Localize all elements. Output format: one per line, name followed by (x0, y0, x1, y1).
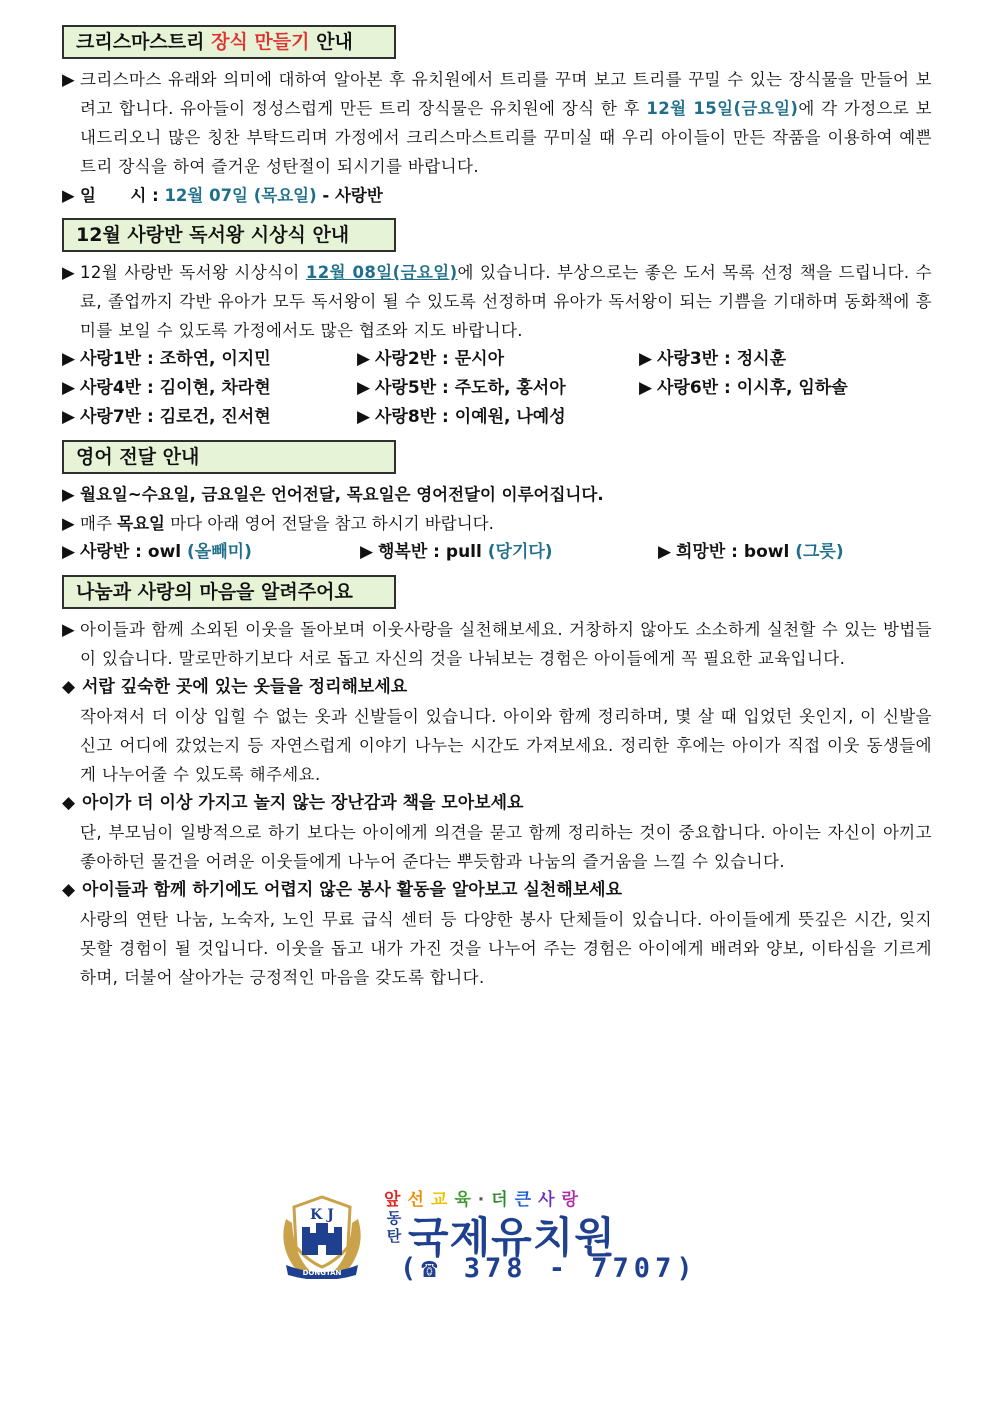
award-list (62, 345, 932, 432)
word-translation: (당기다) (487, 542, 553, 562)
english-word-item (658, 538, 932, 567)
bullet-marker-icon: ▶ (357, 349, 371, 369)
title-highlight: 장식 만들기 (211, 31, 310, 53)
slogan-char: 교 (430, 1190, 455, 1210)
text: 에 있습니다. 부상으로는 좋은 도서 목록 선정 책을 드립니다. 수료, 졸업까지 각반 유아가 모두 독서왕이 될 수 있도록 선정하며 유아가 독서왕이 되는 기쁨을 기대하며 동화책에 흥미를 보일 수 있도록 가정에서도 많은 협조와 지도 바랍니다. (80, 263, 932, 340)
bullet-marker-icon: ▶ (639, 378, 653, 398)
text: 아이들과 함께 하기에도 어렵지 않은 봉사 활동을 알아보고 실천해보세요 (82, 880, 623, 900)
slogan-char: 랑 (561, 1190, 585, 1210)
kindergarten-emblem-icon (272, 1189, 372, 1279)
text: 에 각 가정으로 보내드리오니 많은 칭찬 부탁드리며 가정에서 크리스마스트리를 꾸미실 때 우리 아이들이 만든 작품을 이용하여 예쁜 트리 장식을 하여 즐거운 성탄절이 되시기를 바랍니다. (80, 99, 932, 176)
bullet-marker-icon: ▶ (357, 407, 371, 427)
word-translation: (올빼미) (187, 542, 252, 562)
schedule-label: 일 시 : (80, 186, 165, 205)
bullet-marker-icon: ▶ (62, 407, 76, 427)
english-word-item (360, 538, 658, 567)
christmas-paragraph (62, 65, 932, 181)
bullet-marker-icon: ▶ (62, 70, 76, 89)
section-title-english: 영어 전달 안내 (62, 440, 396, 474)
text: 아이가 더 이상 가지고 놀지 않는 장난감과 책을 모아보세요 (82, 793, 524, 813)
schedule-date: 12월 07일 (목요일) (164, 186, 317, 205)
text: 아이들과 함께 소외된 이웃을 돌아보며 이웃사랑을 실천해보세요. 거창하지 않아도 소소하게 실천할 수 있는 방법들이 있습니다. 말로만하기보다 서로 돕고 자신의 것을 나눠보는 경험은 아이들에게 꼭 필요한 교육입니다. (80, 620, 932, 668)
english-line-2 (62, 509, 932, 538)
schedule-line (62, 181, 932, 210)
bullet-marker-icon: ▶ (360, 542, 374, 562)
text: 12월 사랑반 독서왕 시상식이 (80, 263, 306, 282)
bullet-marker-icon: ▶ (639, 349, 653, 369)
diamond-icon: ◆ (62, 880, 76, 900)
date-highlight: 12월 15일(금요일) (646, 99, 799, 118)
emblem-banner: DONGTAN (302, 1269, 342, 1277)
section-title-christmas (62, 25, 396, 59)
section-title-reading: 12월 사랑반 독서왕 시상식 안내 (62, 218, 396, 252)
text: 서랍 깊숙한 곳에 있는 옷들을 정리해보세요 (82, 677, 408, 697)
bullet-marker-icon: ▶ (62, 620, 76, 639)
slogan-char: 육 (454, 1190, 478, 1210)
kindergarten-name: 국제유치원 (408, 1213, 616, 1262)
bullet-marker-icon: ▶ (62, 186, 75, 205)
award-item (357, 374, 639, 403)
bullet-marker-icon: ▶ (62, 485, 75, 504)
sharing-item-head (62, 789, 932, 818)
award-item (357, 403, 639, 432)
slogan-char: 선 (407, 1190, 431, 1210)
sharing-item-body: 작아져서 더 이상 입힐 수 없는 옷과 신발들이 있습니다. 아이와 함께 정리하며, 몇 살 때 입었던 옷인지, 이 신발을 신고 어디에 갔었는지 등 자연스럽게 이야기 나누는 시간도 가져보세요. 정리한 후에는 아이가 직접 이웃 동생들에게 나누어줄 수 있도록 해주세요. (80, 707, 932, 784)
award-text: 사랑3반 : 정시훈 (657, 349, 786, 369)
english-line-1 (62, 480, 932, 509)
bullet-marker-icon: ▶ (62, 349, 76, 369)
location-top: 동 (386, 1209, 402, 1227)
text: 매주 (80, 514, 118, 533)
word-text: 사랑반 : owl (80, 542, 188, 562)
award-text: 사랑1반 : 조하연, 이지민 (80, 349, 271, 369)
english-word-item (62, 538, 360, 567)
diamond-icon: ◆ (62, 793, 76, 813)
award-text: 사랑2반 : 문시아 (375, 349, 504, 369)
kindergarten-logo (272, 1185, 712, 1285)
award-text: 사랑8반 : 이예원, 나예성 (375, 407, 566, 427)
slogan-char: 큰 (514, 1190, 539, 1210)
award-item (357, 345, 639, 374)
text: 크리스마스 유래와 의미에 대하여 알아본 후 유치원에서 트리를 꾸며 보고 트리를 꾸밀 수 있는 장식물을 만들어 보려고 합니다. 유아들이 정성스럽게 만든 트리 장식물은 유치원에 장식 한 후 (80, 70, 932, 118)
bullet-marker-icon: ▶ (62, 378, 76, 398)
sharing-item-head (62, 876, 932, 905)
location-tag (384, 1209, 404, 1245)
day-highlight: 목요일 (117, 514, 165, 533)
bullet-marker-icon: ▶ (62, 542, 76, 562)
word-text: 행복반 : pull (378, 542, 488, 562)
english-words (62, 538, 932, 567)
bullet-marker-icon: ▶ (357, 378, 371, 398)
date-highlight: 12월 08일(금요일) (305, 263, 458, 282)
slogan-char: 사 (538, 1190, 562, 1210)
title-part: 안내 (309, 31, 353, 53)
slogan-char: · (477, 1190, 492, 1210)
award-text: 사랑6반 : 이시후, 임하솔 (657, 378, 848, 398)
schedule-class: - 사랑반 (316, 186, 383, 205)
text: 마다 아래 영어 전달을 참고 하시기 바랍니다. (164, 514, 494, 533)
award-item (62, 345, 357, 374)
award-item (62, 403, 357, 432)
slogan-char: 더 (491, 1190, 515, 1210)
word-text: 희망반 : bowl (676, 542, 796, 562)
sharing-item-body: 사랑의 연탄 나눔, 노숙자, 노인 무료 급식 센터 등 다양한 봉사 단체들이 있습니다. 아이들에게 뜻깊은 시간, 잊지 못할 경험이 될 것입니다. 이웃을 돕고 내가 가진 것을 나누어 주는 경험은 아이에게 배려와 양보, 이타심을 기르게 하며, 더불어 살아가는 긍정적인 마음을 갖도록 합니다. (80, 910, 932, 987)
sharing-item-body: 단, 부모님이 일방적으로 하기 보다는 아이에게 의견을 묻고 함께 정리하는 것이 중요합니다. 아이는 자신이 아끼고 좋아하던 물건을 어려운 이웃들에게 나누어 준다는 뿌듯함과 나눔의 즐거움을 느낄 수 있습니다. (80, 823, 932, 871)
award-item (639, 374, 929, 403)
title-part: 크리스마스트리 (76, 31, 212, 53)
newsletter (62, 25, 932, 992)
bullet-marker-icon: ▶ (62, 514, 75, 533)
location-bottom: 탄 (386, 1227, 402, 1245)
bullet-marker-icon: ▶ (658, 542, 672, 562)
award-text: 사랑5반 : 주도하, 홍서아 (375, 378, 566, 398)
phone-number: (☎ 378 - 7707) (400, 1253, 698, 1284)
section-title-sharing: 나눔과 사랑의 마음을 알려주어요 (62, 575, 396, 609)
sharing-intro (62, 615, 932, 673)
award-item (639, 345, 929, 374)
sharing-item-head (62, 673, 932, 702)
bullet-marker-icon: ▶ (62, 263, 76, 282)
award-text: 사랑4반 : 김이현, 차라현 (80, 378, 271, 398)
slogan-char: 앞 (384, 1190, 408, 1210)
emblem-letters: K J (310, 1207, 334, 1223)
award-text: 사랑7반 : 김로건, 진서현 (80, 407, 271, 427)
word-translation: (그릇) (795, 542, 844, 562)
diamond-icon: ◆ (62, 677, 76, 697)
award-item (62, 374, 357, 403)
reading-paragraph (62, 258, 932, 345)
text: 월요일~수요일, 금요일은 언어전달, 목요일은 영어전달이 이루어집니다. (80, 485, 604, 504)
